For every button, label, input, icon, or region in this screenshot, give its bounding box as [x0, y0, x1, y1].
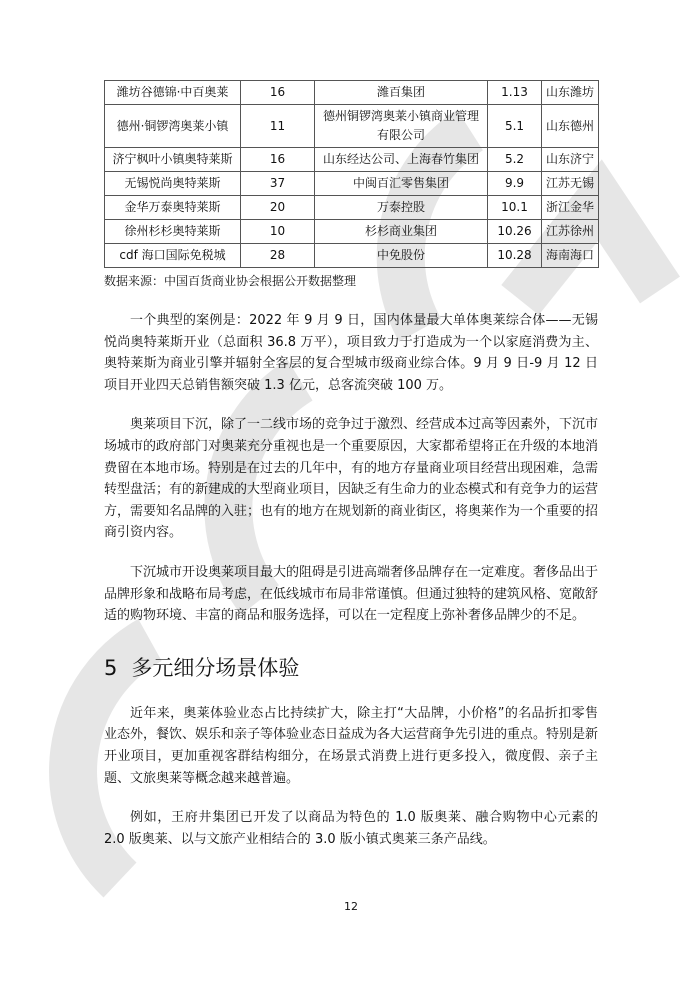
- table-cell: 5.2: [488, 148, 542, 172]
- table-row: [105, 105, 599, 148]
- paragraph-luxury-barrier: 下沉城市开设奥莱项目最大的阻碍是引进高端奢侈品牌存在一定难度。奢侈品出于品牌形象和战略布局考虑，在低线城市布局非常谨慎。但通过独特的建筑风格、宽敞舒适的购物环境、丰富的商品和服务选择，可以在一定程度上弥补奢侈品牌少的不足。: [104, 564, 599, 624]
- table-cell: cdf 海口国际免税城: [105, 244, 241, 268]
- table-cell: 10.1: [488, 196, 542, 220]
- table-source-note: 数据来源：中国百货商业协会根据公开数据整理: [104, 274, 357, 288]
- table-cell: 济宁枫叶小镇奥特莱斯: [105, 148, 241, 172]
- table-cell: 37: [241, 172, 315, 196]
- paragraph-wangfujing-example: 例如，王府井集团已开发了以商品为特色的 1.0 版奥莱、融合购物中心元素的 2.0 版奥莱、以与文旅产业相结合的 3.0 版小镇式奥莱三条产品线。: [104, 810, 598, 847]
- table-cell: 5.1: [488, 105, 542, 148]
- table-cell: 金华万泰奥特莱斯: [105, 196, 241, 220]
- paragraph-sinking-market: 奥莱项目下沉，除了一二线市场的竞争过于激烈、经营成本过高等因素外，下沉市场城市的政府部门对奥莱充分重视也是一个重要原因，大家都希望将正在升级的本地消费留在本地市场。特别是在过去的几年中，有的地方存量商业项目经营出现困难，急需转型盘活；有的新建成的大型商业项目，因缺乏有生命力的业态模式和有竞争力的运营方，需要知名品牌的入驻；也有的地方在规划新的商业街区，将奥莱作为一个重要的招商引资内容。: [104, 417, 599, 541]
- table-cell: 潍坊谷德锦·中百奥莱: [105, 81, 241, 105]
- table-cell: 德州铜锣湾奥莱小镇商业管理有限公司: [315, 105, 488, 148]
- table-cell: 16: [241, 148, 315, 172]
- table-cell: 1.13: [488, 81, 542, 105]
- table-cell: 浙江金华: [542, 196, 599, 220]
- table-cell: 江苏徐州: [542, 220, 599, 244]
- table-cell: 16: [241, 81, 315, 105]
- table-cell: 10.28: [488, 244, 542, 268]
- table-cell: 10.26: [488, 220, 542, 244]
- table-cell: 11: [241, 105, 315, 148]
- table-row: [105, 196, 599, 220]
- document-page: [104, 0, 598, 954]
- table-cell: 山东德州: [542, 105, 599, 148]
- table-row: [105, 244, 599, 268]
- table-cell: 徐州杉杉奥特莱斯: [105, 220, 241, 244]
- table-cell: 中免股份: [315, 244, 488, 268]
- table-cell: 海南海口: [542, 244, 599, 268]
- table-cell: 中闽百汇零售集团: [315, 172, 488, 196]
- section-heading: [104, 653, 598, 683]
- table-cell: 江苏无锡: [542, 172, 599, 196]
- table-cell: 10: [241, 220, 315, 244]
- table-cell: 9.9: [488, 172, 542, 196]
- table-cell: 山东潍坊: [542, 81, 599, 105]
- section-number: 5: [104, 655, 118, 680]
- table-row: [105, 148, 599, 172]
- table-cell: 德州·铜锣湾奥莱小镇: [105, 105, 241, 148]
- table-row: [105, 220, 599, 244]
- table-cell: 28: [241, 244, 315, 268]
- page-number: 12: [344, 900, 358, 914]
- section-title: 多元细分场景体验: [131, 655, 300, 680]
- paragraph-case-example: 一个典型的案例是：2022 年 9 月 9 日，国内体量最大单体奥莱综合体——无锡悦尚奥特莱斯开业（总面积 36.8 万平），项目致力于打造成为一个以家庭消费为主、奥特莱斯为商业引擎并辐射全客层的复合型城市级商业综合体。9 月 9 日-9 月 12 日项目开业四天总销售额突破 1.3 亿元，总客流突破 100 万。: [104, 313, 598, 393]
- table-row: [105, 172, 599, 196]
- table-cell: 20: [241, 196, 315, 220]
- table-cell: 潍百集团: [315, 81, 488, 105]
- outlet-projects-table: [104, 80, 599, 268]
- table-cell: 山东经达公司、上海春竹集团: [315, 148, 488, 172]
- paragraph-experience-formats: 近年来，奥莱体验业态占比持续扩大，除主打“大品牌，小价格”的名品折扣零售业态外，餐饮、娱乐和亲子等体验业态日益成为各大运营商争先引进的重点。特别是新开业项目，更加重视客群结构细分，在场景式消费上进行更多投入，微度假、亲子主题、文旅奥莱等概念越来越普遍。: [104, 705, 599, 786]
- table-cell: 杉杉商业集团: [315, 220, 488, 244]
- table-cell: 万泰控股: [315, 196, 488, 220]
- table-row: [105, 81, 599, 105]
- table-cell: 山东济宁: [542, 148, 599, 172]
- table-cell: 无锡悦尚奥特莱斯: [105, 172, 241, 196]
